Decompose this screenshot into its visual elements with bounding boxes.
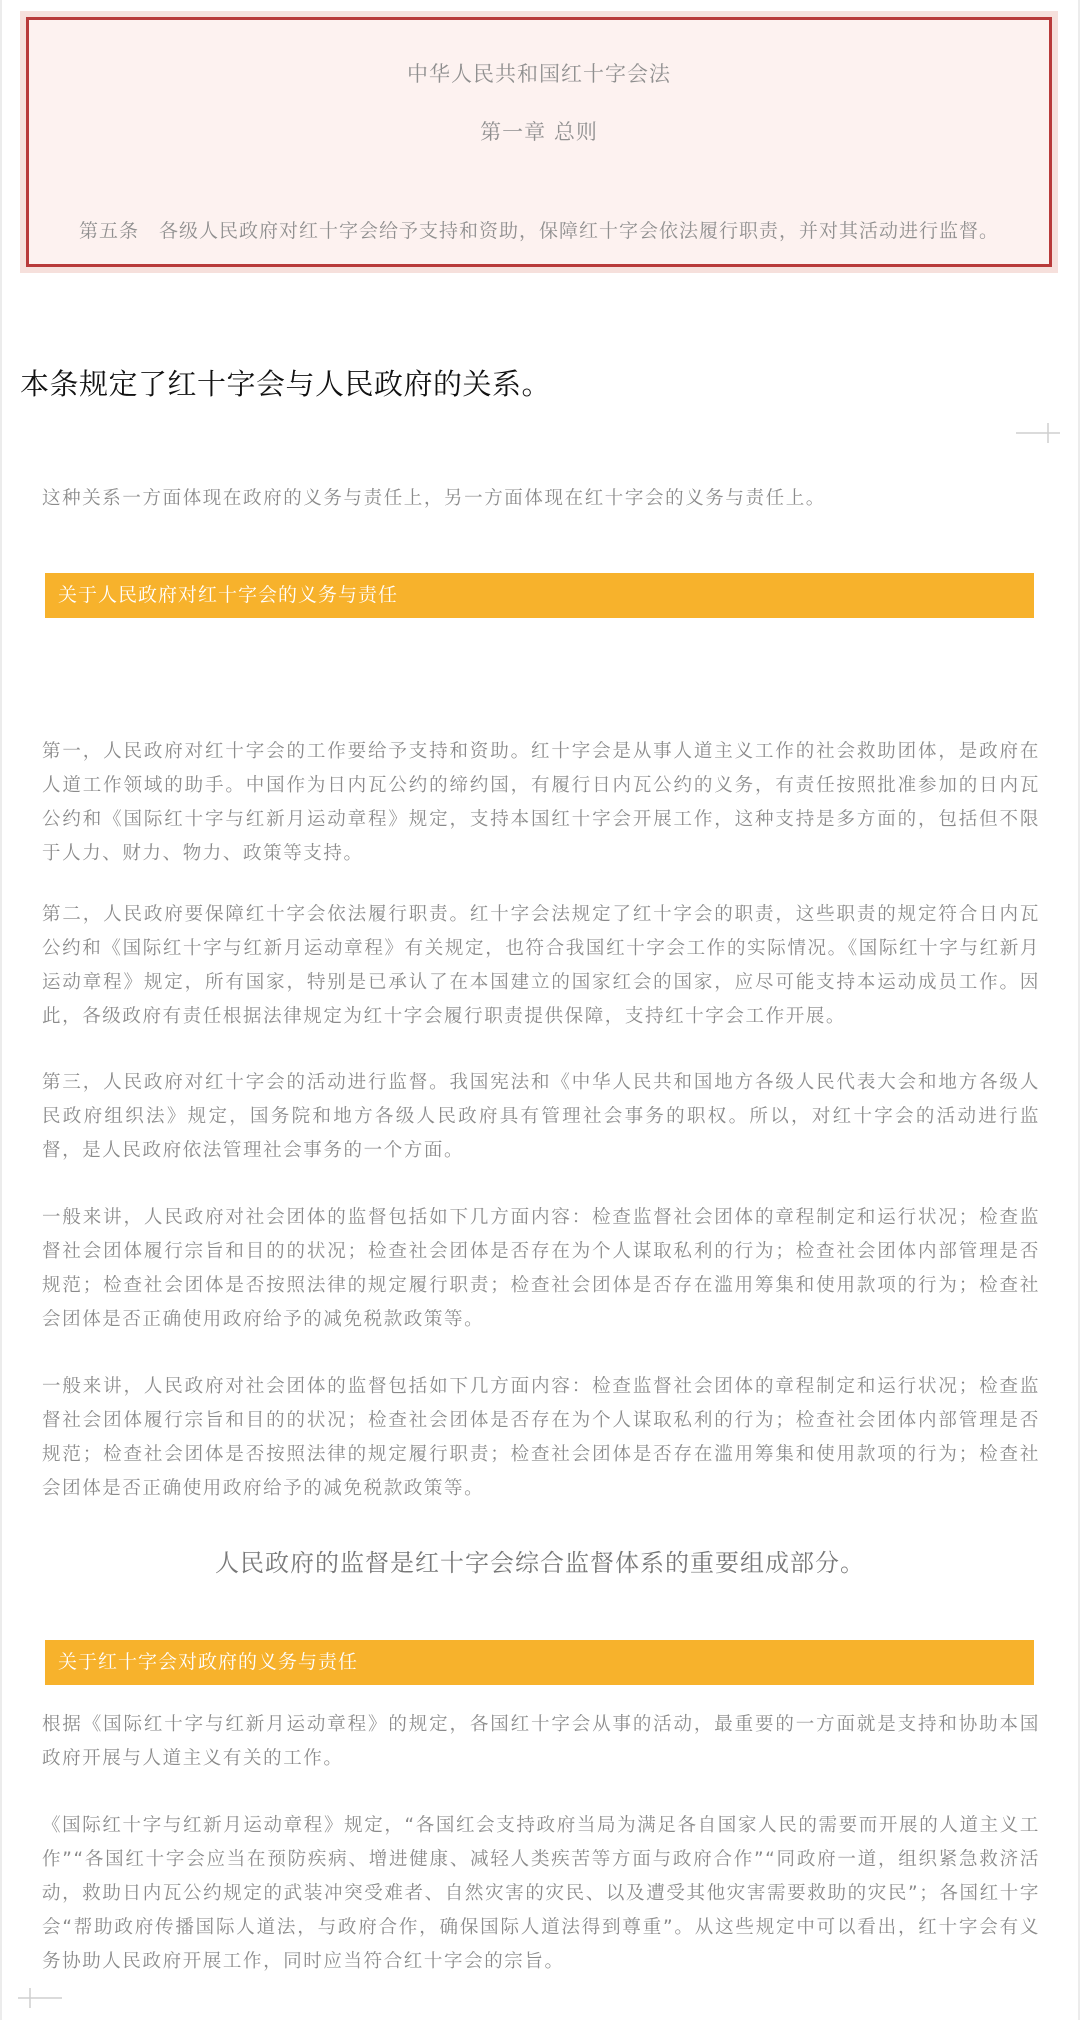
law-article-text: 第五条 各级人民政府对红十字会给予支持和资助，保障红十字会依法履行职责，并对其活动进行监督。 <box>78 220 999 242</box>
law-quote-box <box>26 17 1052 267</box>
page-edge-left <box>0 0 2 2020</box>
paragraph-supervision: 一般来讲，人民政府对社会团体的监督包括如下几方面内容：检查监督社会团体的章程制定和运行状况；检查监督社会团体履行宗旨和目的的状况；检查社会团体是否存在为个人谋取私利的行为；检查社会团体内部管理是否规范；检查社会团体是否按照法律的规定履行职责；检查社会团体是否存在滥用筹集和使用款项的行为；检查社会团体是否正确使用政府给予的减免税款政策等。 <box>42 1207 1040 1330</box>
paragraph-supervision-repeat: 一般来讲，人民政府对社会团体的监督包括如下几方面内容：检查监督社会团体的章程制定和运行状况；检查监督社会团体履行宗旨和目的的状况；检查社会团体是否存在为个人谋取私利的行为；检查社会团体内部管理是否规范；检查社会团体是否按照法律的规定履行职责；检查社会团体是否存在滥用筹集和使用款项的行为；检查社会团体是否正确使用政府给予的减免税款政策等。 <box>42 1376 1040 1499</box>
section-heading-red-cross: 关于红十字会对政府的义务与责任 <box>45 1640 1034 1685</box>
paragraph-statute-quotes: 《国际红十字与红新月运动章程》规定，“各国红会支持政府当局为满足各自国家人民的需要而开展的人道主义工作”“各国红十字会应当在预防疾病、增进健康、减轻人类疾苦等方面与政府合作”“同政府一道，组织紧急救济活动，救助日内瓦公约规定的武装冲突受难者、自然灾害的灾民、以及遭受其他灾害需要救助的灾民”；各国红十字会“帮助政府传播国际人道法，与政府合作，确保国际人道法得到尊重”。从这些规定中可以看出，红十字会有义务协助人民政府开展工作，同时应当符合红十字会的宗旨。 <box>42 1815 1040 1972</box>
paragraph-third: 第三，人民政府对红十字会的活动进行监督。我国宪法和《中华人民共和国地方各级人民代表大会和地方各级人民政府组织法》规定，国务院和地方各级人民政府具有管理社会事务的职权。所以，对红十字会的活动进行监督，是人民政府依法管理社会事务的一个方面。 <box>42 1072 1040 1161</box>
divider-ornament-icon <box>1016 423 1060 443</box>
paragraph-statute-basis: 根据《国际红十字与红新月运动章程》的规定，各国红十字会从事的活动，最重要的一方面就是支持和协助本国政府开展与人道主义有关的工作。 <box>42 1714 1040 1769</box>
paragraph-second: 第二，人民政府要保障红十字会依法履行职责。红十字会法规定了红十字会的职责，这些职责的规定符合日内瓦公约和《国际红十字与红新月运动章程》有关规定，也符合我国红十字会工作的实际情况。《国际红十字与红新月运动章程》规定，所有国家，特别是已承认了在本国建立的国家红会的国家，应尽可能支持本运动成员工作。因此，各级政府有责任根据法律规定为红十字会履行职责提供保障，支持红十字会工作开展。 <box>42 904 1040 1027</box>
law-chapter: 第一章 总则 <box>480 120 598 144</box>
section-heading-government: 关于人民政府对红十字会的义务与责任 <box>45 573 1034 618</box>
divider-ornament-icon <box>18 1988 62 2008</box>
article-headline: 本条规定了红十字会与人民政府的关系。 <box>20 367 552 401</box>
intro-paragraph: 这种关系一方面体现在政府的义务与责任上，另一方面体现在红十字会的义务与责任上。 <box>42 488 826 509</box>
highlight-statement: 人民政府的监督是红十字会综合监督体系的重要组成部分。 <box>215 1549 865 1577</box>
paragraph-first: 第一，人民政府对红十字会的工作要给予支持和资助。红十字会是从事人道主义工作的社会救助团体，是政府在人道工作领域的助手。中国作为日内瓦公约的缔约国，有履行日内瓦公约的义务，有责任按照批准参加的日内瓦公约和《国际红十字与红新月运动章程》规定，支持本国红十字会开展工作，这种支持是多方面的，包括但不限于人力、财力、物力、政策等支持。 <box>42 741 1040 864</box>
law-title: 中华人民共和国红十字会法 <box>407 62 671 86</box>
